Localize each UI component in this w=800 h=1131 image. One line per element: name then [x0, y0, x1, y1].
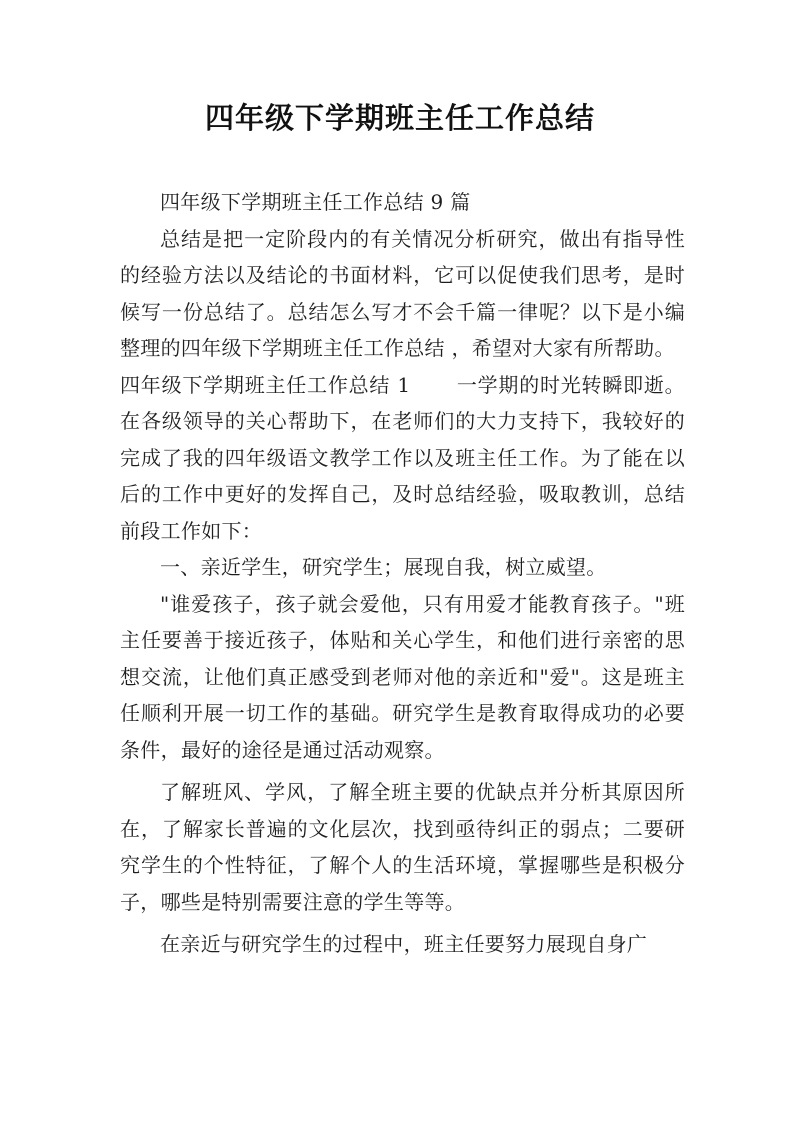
- subtitle-line: 四年级下学期班主任工作总结 9 篇: [160, 190, 471, 214]
- section-1-lead: 一学期的时光转瞬即逝。在各级领导的关心帮助下，在老师们的大力支持下，我较好的完成了我的四年级语文教学工作以及班主任工作。为了能在以后的工作中更好的发挥自己，及时总结经验，吸取教训，总结前段工作如下：: [120, 372, 685, 543]
- point-1-heading: 一、亲近学生，研究学生；展现自我，树立威望。: [160, 555, 607, 579]
- page-title: 四年级下学期班主任工作总结: [204, 101, 595, 135]
- paragraph-3: 在亲近与研究学生的过程中，班主任要努力展现自身广: [160, 932, 648, 956]
- intro-paragraph: 总结是把一定阶段内的有关情况分析研究，做出有指导性的经验方法以及结论的书面材料，它可以促使我们思考，是时候写一份总结了。总结怎么写才不会千篇一律呢？以下是小编整理的四年级下学期班主任工作总结 ，希望对大家有所帮助。: [120, 226, 685, 360]
- paragraph-1: "谁爱孩子，孩子就会爱他，只有用爱才能教育孩子。"班主任要善于接近孩子，体贴和关心学生，和他们进行亲密的思想交流，让他们真正感受到老师对他的亲近和"爱"。这是班主任顺利开展一切工作的基础。研究学生是教育取得成功的必要条件，最好的途径是通过活动观察。: [120, 591, 685, 762]
- paragraph-2: 了解班风、学风，了解全班主要的优缺点并分析其原因所在，了解家长普遍的文化层次，找到亟待纠正的弱点；二要研究学生的个性特征，了解个人的生活环境，掌握哪些是积极分子，哪些是特别需要注意的学生等等。: [120, 780, 685, 914]
- section-1-paragraph: [120, 367, 685, 550]
- section-1-heading: 四年级下学期班主任工作总结 1: [120, 372, 411, 397]
- document-body: [120, 184, 685, 963]
